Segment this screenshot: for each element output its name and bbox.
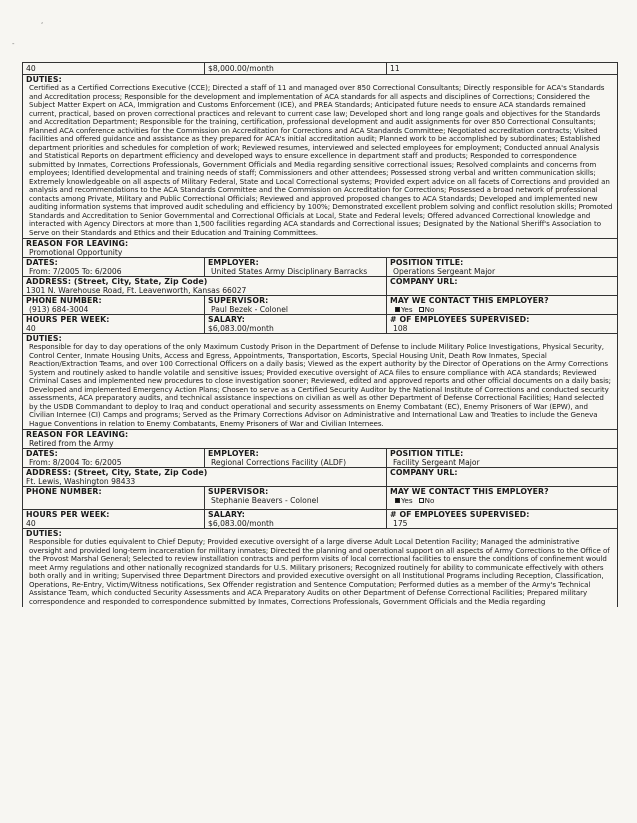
employees-value: 11 xyxy=(390,64,400,73)
job2-address-value: 1301 N. Warehouse Road, Ft. Leavenworth, Kansas 66027 xyxy=(26,286,247,295)
job3-contact-row xyxy=(23,487,617,510)
job3-contact-choice xyxy=(390,496,614,505)
job2-duties-text: Responsible for day to day operations of the only Maximum Custody Prison in the Department of Defense to include Military Police Investigations, Physical Security, Control Center, Inmate Housing Units, Access and Egress, Appointments, Transportation, Escorts, Special Housing Unit, Death Row Inmates, Special Reaction/Extraction Teams, and over 100 Correctional Officers on a daily basis; Viewed as the expert authority by the Director of Operations on the Army Corrections System and routinely asked to handle volatile and sensitive issues; Provided executive oversight of ACA files to ensure compliance with ACA standards; Reviewed Criminal Cases and implemented new procedures to close investigation sooner; Reviewed, edited and approved reports and other official documents on a daily basis; Developed and implemented Emergency Action Plans; Chosen to serve as a Certified Security Auditor by the National Institute of Corrections and conducted security assessments, ACA preparatory audits, and technical assistance inspections on civilian as well as other Department of Defense Correctional Facilities; Hand selected by the USDB Commandant to deploy to Iraq and conduct operational and security assessments on Enemy Combatant (EC), Enemy Prisoners of War (EPW), and Civilian Internee (CI) Camps and programs; Served as the Primary Corrections Advisor on Administrative and International Law and Treaties to include the Geneva Hague Conventions in relation to Enemy Combatants, Enemy Prisoners of War and Civilian Internees. xyxy=(29,342,611,428)
position-label: POSITION TITLE: xyxy=(390,258,464,267)
job3-position-value: Facility Sergeant Major xyxy=(393,458,480,467)
job3-employees-value: 175 xyxy=(393,519,408,528)
salary-label: SALARY: xyxy=(208,315,246,324)
job2-salary-value: $6,083.00/month xyxy=(208,324,274,333)
yes-option[interactable]: Yes xyxy=(395,496,413,505)
job2-reason-value: Retired from the Army xyxy=(29,439,114,448)
duties-label: DUTIES: xyxy=(26,529,62,538)
may-contact-label: MAY WE CONTACT THIS EMPLOYER? xyxy=(390,296,549,305)
job3-address-value: Ft. Lewis, Washington 98433 xyxy=(26,477,136,486)
job3-employer-value: Regional Corrections Facility (ALDF) xyxy=(211,458,347,467)
job2-hours-value: 40 xyxy=(26,324,36,333)
no-option[interactable]: No xyxy=(419,496,435,505)
job3-supervisor-value: Stephanie Beavers - Colonel xyxy=(211,496,319,505)
employment-history-form xyxy=(22,62,618,607)
duties-label: DUTIES: xyxy=(26,334,62,343)
job3-address-row xyxy=(23,468,617,487)
company-url-label: COMPANY URL: xyxy=(390,468,458,477)
employees-label: # OF EMPLOYEES SUPERVISED: xyxy=(390,315,530,324)
employer-label: EMPLOYER: xyxy=(208,258,259,267)
job2-hours-row xyxy=(23,315,617,334)
job2-employees-value: 108 xyxy=(393,324,408,333)
reason-label: REASON FOR LEAVING: xyxy=(26,239,129,248)
scan-mark: - xyxy=(12,40,15,48)
job2-position-value: Operations Sergeant Major xyxy=(393,267,496,276)
job3-salary-value: $6,083.00/month xyxy=(208,519,274,528)
job3-hours-row xyxy=(23,510,617,529)
job2-dates-value: From: 7/2005 To: 6/2006 xyxy=(29,267,122,276)
hours-value: 40 xyxy=(26,64,36,73)
supervisor-label: SUPERVISOR: xyxy=(208,487,269,496)
job2-supervisor-value: Paul Bezek - Colonel xyxy=(211,305,289,314)
duties-label: DUTIES: xyxy=(26,75,62,84)
job3-duties-text: Responsible for duties equivalent to Chief Deputy; Provided executive oversight of a large diverse Adult Local Detention Facility; Managed the administrative oversight and provided long-term incarceration for military inmates; Directed the planning and operational support on all aspects of Army Corrections to the Office of the Provost Marshal General; Selected to review installation contracts and perform visits of local correctional facilities to ensure the conditions of confinement would meet Army regulations and other nationally recognized standards for U.S. Military prisoners; Recognized routinely for ability to communicate effectively with others both orally and in writing; Supervised three Department Directors and provided executive oversight on all Institutional Programs including Reception, Classification, Operations, Re-Entry, Victim/Witness notifications, Sex Offender registration and Sentence Computation; Performed duties as a member of the Army's Technical Assistance Team, which conducted Security Assessments and ACA Preparatory Audits on other Department of Defense Correctional Facilities; Prepared military correspondence and responded to correspondence submitted by Inmates, Corrections Professionals, Government Officials and the Media regarding xyxy=(29,537,610,606)
hours-label: HOURS PER WEEK: xyxy=(26,510,110,519)
reason-label: REASON FOR LEAVING: xyxy=(26,430,129,439)
phone-label: PHONE NUMBER: xyxy=(26,487,102,496)
job3-dates-value: From: 8/2004 To: 6/2005 xyxy=(29,458,122,467)
empty-checkbox-icon[interactable] xyxy=(419,498,424,503)
address-label: ADDRESS: (Street, City, State, Zip Code) xyxy=(26,277,208,286)
phone-label: PHONE NUMBER: xyxy=(26,296,102,305)
address-label: ADDRESS: (Street, City, State, Zip Code) xyxy=(26,468,208,477)
company-url-label: COMPANY URL: xyxy=(390,277,458,286)
job3-duties-section xyxy=(23,529,617,607)
employees-label: # OF EMPLOYEES SUPERVISED: xyxy=(390,510,530,519)
position-label: POSITION TITLE: xyxy=(390,449,464,458)
checked-checkbox-icon[interactable] xyxy=(395,307,400,312)
previous-job-summary-row xyxy=(23,63,617,75)
job1-duties-text: Certified as a Certified Corrections Executive (CCE); Directed a staff of 11 and managed over 850 Correctional Consultants; Directly responsible for ACA's Standards and Accreditation process; Responsible for the development and implementation of ACA standards for all aspects and disciplines of Corrections; Considered the Subject Matter Expert on ACA, Immigration and Customs Enforcement (ICE), and PREA Standards; Anticipated future needs to ensure ACA standards remained current, practical, based on proven correctional practices and relevant to current case law; Developed short and long range goals and objectives for the Standards and Accreditation Department; Responsible for the training, certification, professional development and audit assignments for over 850 Correctional Consultants; Planned ACA conference activities for the Commission on Accreditation for Corrections and ACA Standards Committee; Negotiated accreditation contracts; Visited facilities and offered guidance and assistance as they prepared for ACA's initial accreditation audit; Planned work to be accomplished by subordinates; Established department priorities and schedules for completion of work; Reviewed resumes, interviewed and selected employees for employment; Conducted annual Analysis and Statistical Reports on department efficiency and developed ways to ensure excellence in department staff and products; Responded to correspondence submitted by Inmates, Corrections Professionals, Government Officials and Media regarding sensitive correctional issues; Resolved complaints and concerns from employees; Identified developmental and training needs of staff; Commissioners and other attendees; Possessed strong verbal and written communication skills; Extremely knowledgeable on all aspects of Military Federal, State and Local Correctional systems; Provided expert advice on all facets of Corrections and provided an analysis and recommendations to the ACA Standards Committee and the Commission on Accreditation for Corrections; Possessed a broad network of professional contacts among Private, Military and Public Correctional Officials; Reviewed and approved proposed changes to ACA Standards; Developed and implemented new auditing information systems that improved audit scheduling and efficiency by 100%; Demonstrated excellent problem solving and conflict resolution skills; Promoted Standards and Accreditation to Senior Governmental and Correctional Officials at Local, State and Federal levels; Offered advanced Correctional knowledge and interacted with Agency Directors at more than 1,500 facilities regarding ACA standards and Correctional issues; Designated by the National Sheriff's Association to Serve on their Standards and Ethics and their Education and Training Committees. xyxy=(29,83,613,237)
job2-contact-choice xyxy=(390,305,614,314)
job3-header-row xyxy=(23,449,617,468)
job2-employer-value: United States Army Disciplinary Barracks xyxy=(211,267,368,276)
job3-hours-value: 40 xyxy=(26,519,36,528)
supervisor-label: SUPERVISOR: xyxy=(208,296,269,305)
job2-reason-section xyxy=(23,430,617,449)
scan-mark: , xyxy=(41,17,44,25)
job1-reason-section xyxy=(23,239,617,258)
no-option[interactable]: No xyxy=(419,305,435,314)
dates-label: DATES: xyxy=(26,258,58,267)
job2-header-row xyxy=(23,258,617,277)
job2-phone-value: (913) 684-3004 xyxy=(29,305,89,314)
employer-label: EMPLOYER: xyxy=(208,449,259,458)
dates-label: DATES: xyxy=(26,449,58,458)
salary-label: SALARY: xyxy=(208,510,246,519)
job1-reason-value: Promotional Opportunity xyxy=(29,248,123,257)
job2-address-row xyxy=(23,277,617,296)
salary-value: $8,000.00/month xyxy=(208,64,274,73)
job2-contact-row xyxy=(23,296,617,315)
empty-checkbox-icon[interactable] xyxy=(419,307,424,312)
may-contact-label: MAY WE CONTACT THIS EMPLOYER? xyxy=(390,487,549,496)
hours-label: HOURS PER WEEK: xyxy=(26,315,110,324)
job1-duties-section xyxy=(23,75,617,239)
checked-checkbox-icon[interactable] xyxy=(395,498,400,503)
job2-duties-section xyxy=(23,334,617,430)
yes-option[interactable]: Yes xyxy=(395,305,413,314)
